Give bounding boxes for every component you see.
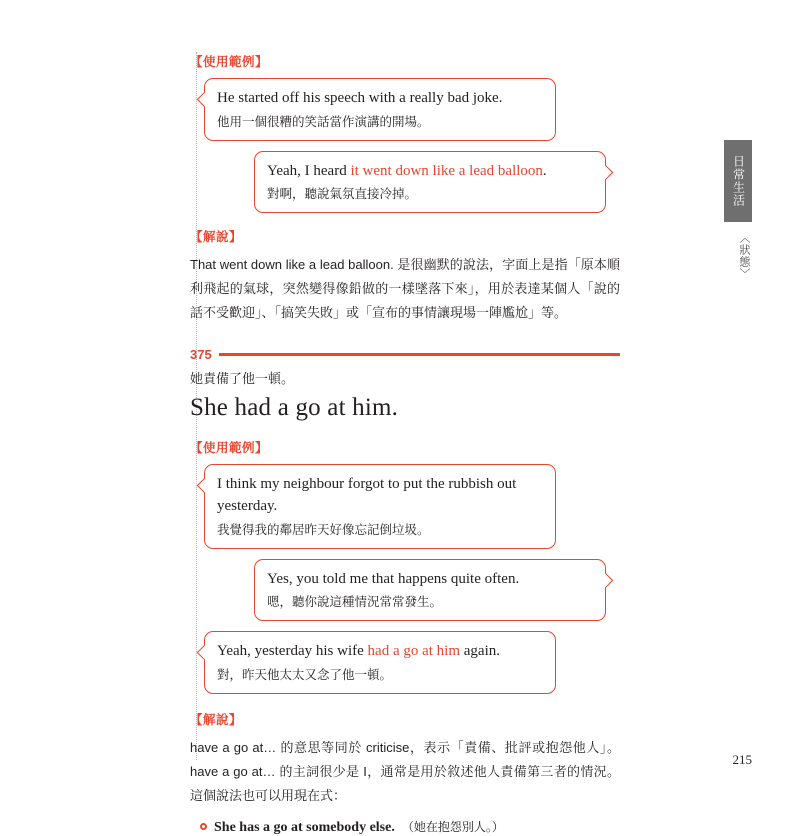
explanation-label: 【解說】 (190, 712, 243, 727)
dialogue-zh: 對啊，聽說氣氛直接冷掉。 (267, 187, 418, 202)
entry-headword: She had a go at him. (190, 393, 399, 421)
dialogue-en-highlight: it went down like a lead balloon (350, 162, 543, 179)
dialogue-zh: 嗯，聽你說這種情況常常發生。 (267, 595, 443, 610)
dialogue-en-before: Yeah, yesterday his wife (217, 643, 368, 660)
dialogue-en-before: He started off his speech with a really bad joke. (217, 90, 503, 106)
bullet-chinese: （她在抱怨別人。） (401, 819, 504, 834)
side-tab-subcategory: 〈狀態〉 (738, 232, 750, 280)
entry-number: 375 (190, 347, 212, 363)
bullet-dot-icon (200, 823, 207, 830)
dialogue-en (217, 88, 543, 110)
entry-translation: 她責備了他一頓。 (190, 371, 295, 387)
page-content (190, 52, 620, 836)
entry-rule-bar (219, 353, 620, 356)
examples-label-top: 【使用範例】 (190, 55, 269, 69)
dialogue-en-before: Yeah, I heard (267, 162, 351, 179)
entry-375 (190, 347, 620, 836)
dialogue-en (217, 641, 543, 663)
dialogue-bubble (204, 464, 556, 548)
dialogue-zh: 我覺得我的鄰居昨天好像忘記倒垃圾。 (217, 522, 430, 537)
dialogue-en (217, 474, 543, 518)
dialogue-zh: 他用一個很糟的笑話當作演講的開場。 (217, 114, 430, 129)
dialogue-bubble (254, 559, 606, 622)
side-tab-category: 日常生活 (724, 140, 752, 222)
explanation-text-top: That went down like a lead balloon. 是很幽默的說法，字面上是指「原本順利飛起的氣球，突然變得像鉛做的一樣墜落下來」，用於表達某個人「說的話不受歡迎」、「搞笑失敗」或「宣布的事情讓現場一陣尷尬」等。 (190, 257, 620, 321)
bullet-english: She has a go at somebody else. (214, 819, 395, 835)
explanation-label-top: 【解說】 (190, 230, 243, 244)
dialogue-bubble (204, 631, 556, 694)
dialogue-en-before: Yes, you told me that happens quite often. (267, 570, 520, 587)
explanation-text: have a go at… 的意思等同於 criticise，表示「責備、批評或抱怨他人」。have a go at… 的主詞很少是 I，通常是用於敘述他人責備第三者的情況。這個說法也可以用現在式： (190, 739, 620, 803)
dialogue-bubble (254, 151, 606, 214)
dialogue-zh: 對，昨天他太太又念了他一頓。 (217, 667, 393, 682)
dialogue-en (267, 161, 593, 183)
dialogue-bubble (204, 78, 556, 141)
dialogue-en-after: . (542, 162, 547, 179)
example-bullet (200, 818, 620, 836)
examples-label: 【使用範例】 (190, 441, 269, 456)
page-number: 215 (732, 752, 752, 767)
entry-divider (190, 347, 620, 362)
dialogue-en (267, 569, 593, 591)
dialogue-en-before: I think my neighbour forgot to put the rubbish out yesterday. (217, 476, 517, 515)
dialogue-en-after: again. (460, 643, 500, 660)
dialogue-en-highlight: had a go at him (367, 643, 461, 660)
